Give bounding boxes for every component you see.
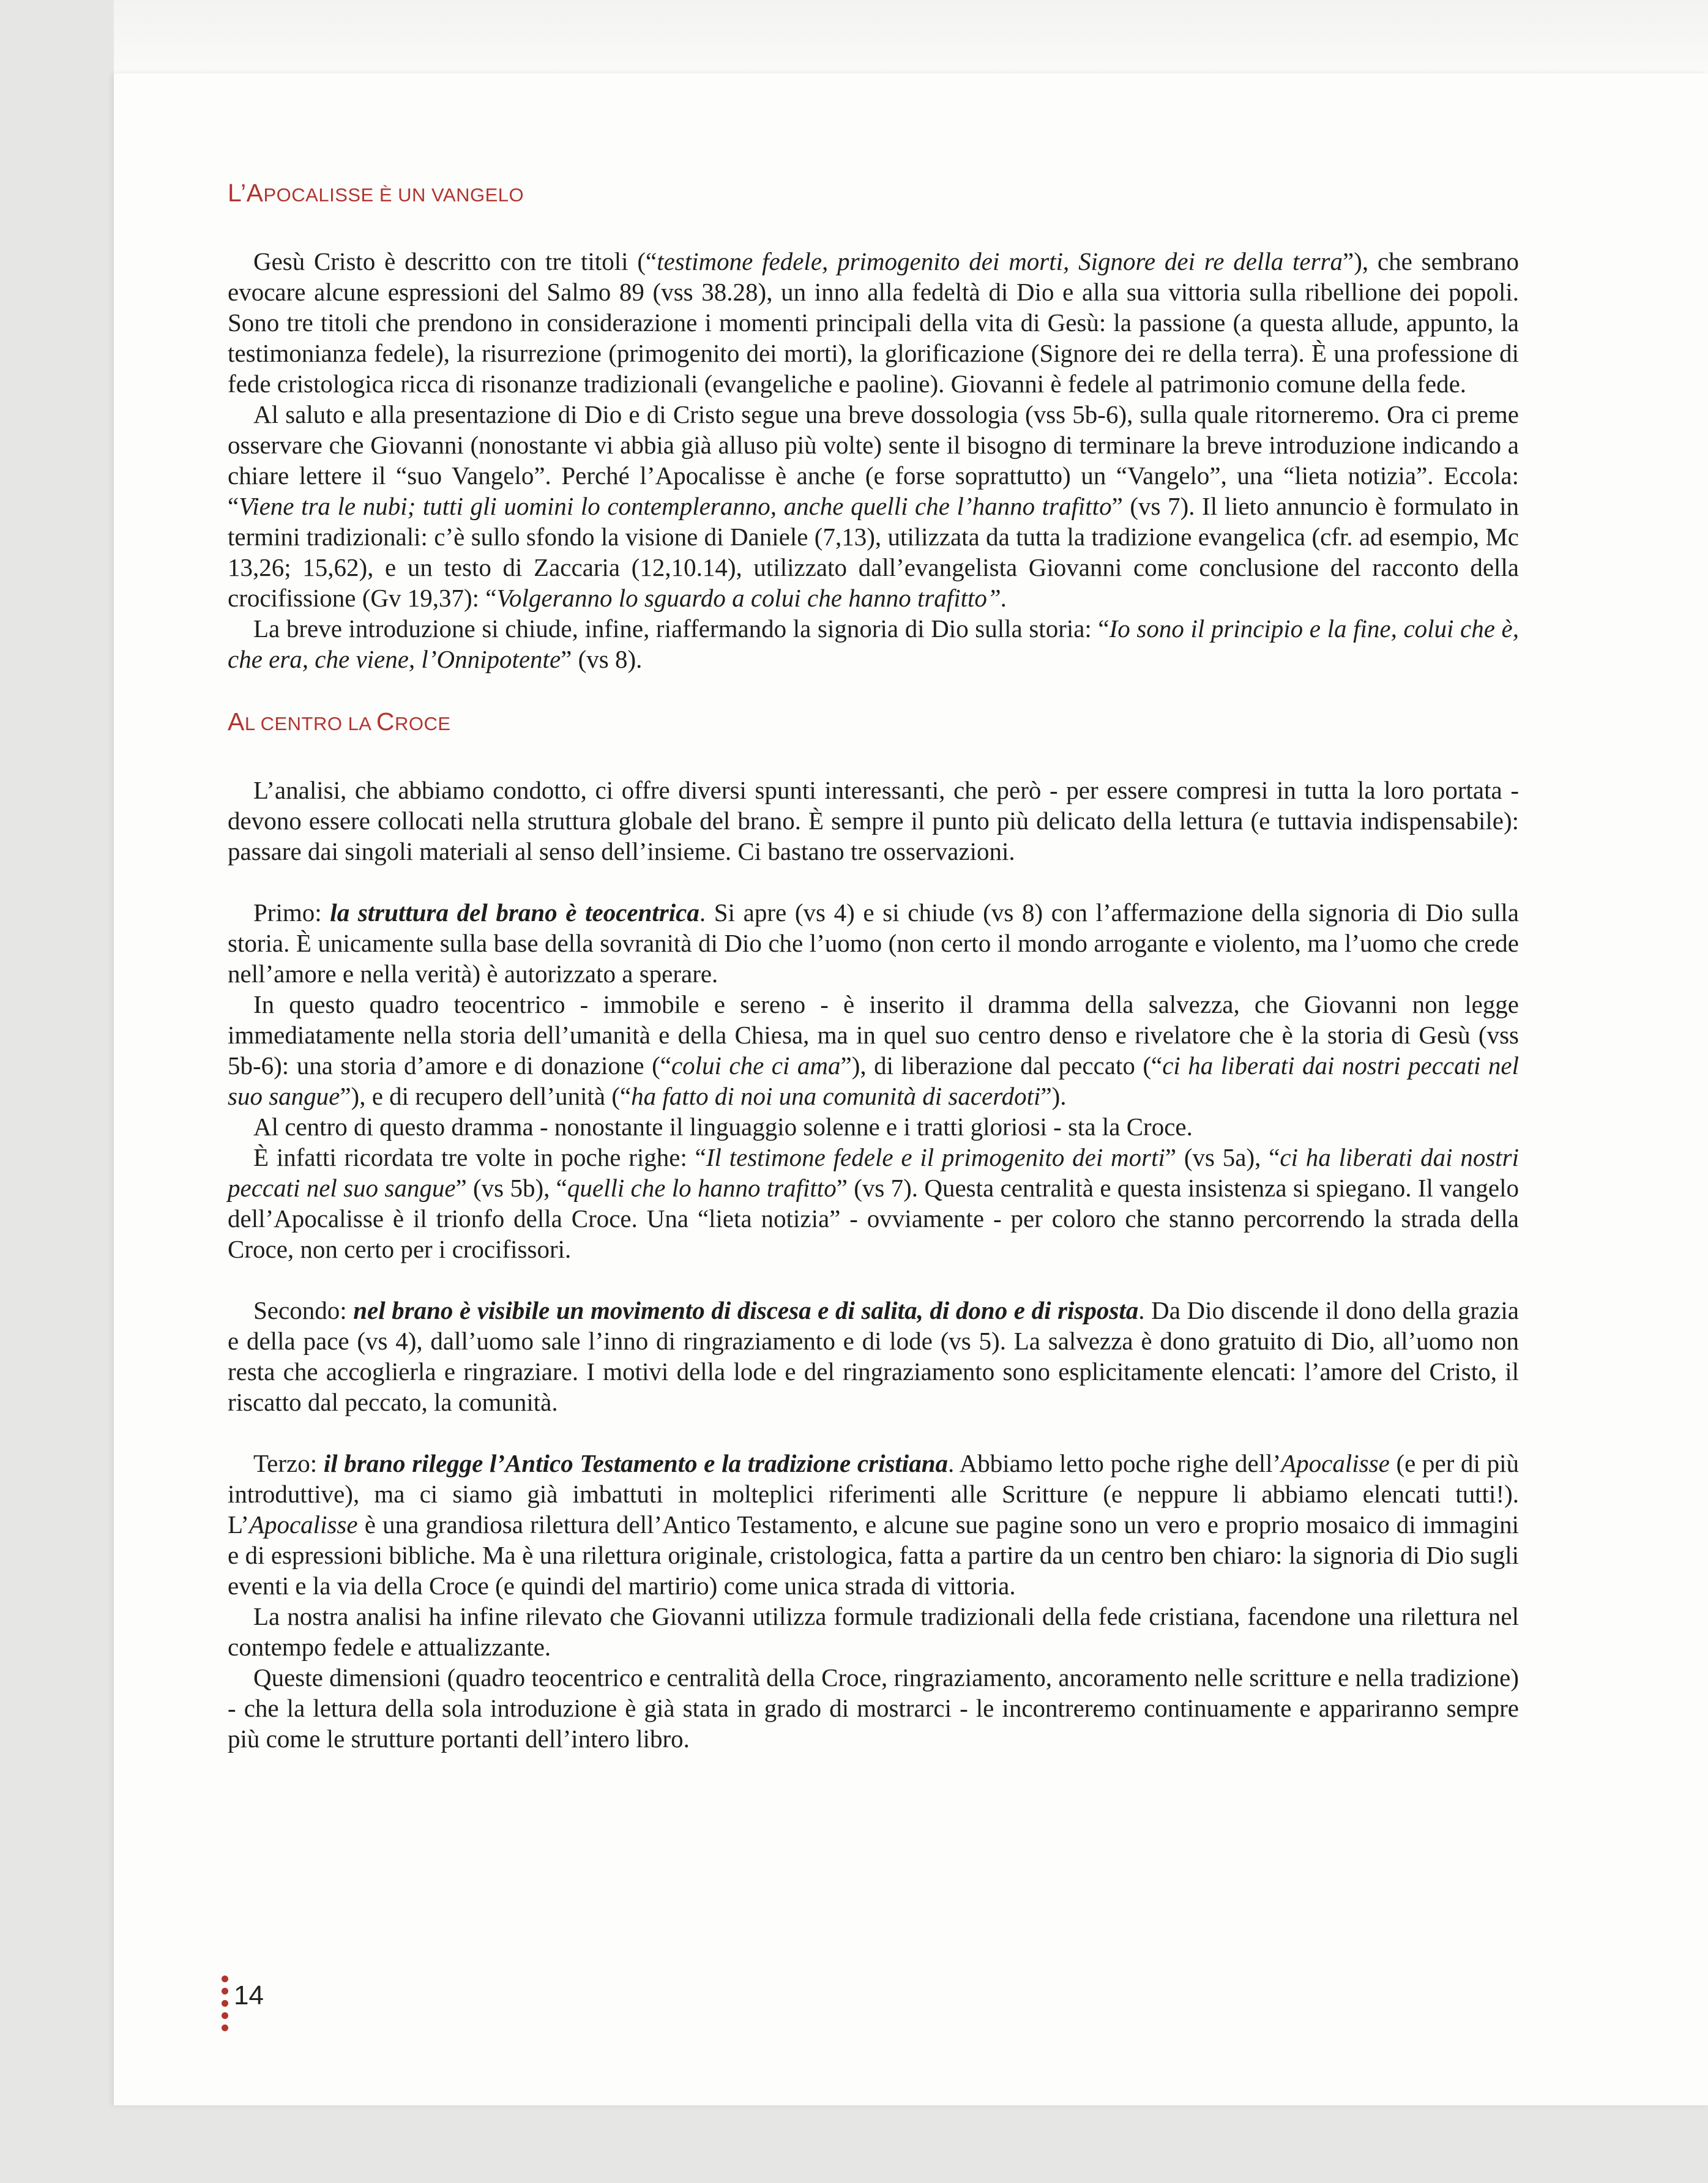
text-run: Queste dimensioni (quadro teocentrico e centralità della Croce, ringraziamento, ancoramento nelle scritture e nella tradizione) - che la lettura della sola introduzione è già stata in grado di mostrarci - le incontreremo continuamente e appariranno sempre più come le strutture portanti dell’intero libro. — [228, 1663, 1519, 1753]
text-run: Terzo: — [253, 1449, 324, 1477]
paragraph — [228, 1111, 1519, 1142]
text-run: L’analisi, che abbiamo condotto, ci offre diversi spunti interessanti, che però - per essere compresi in tutta la loro portata - devono essere collocati nella struttura globale del brano. È sempre il punto più delicato della lettura (e tuttavia indispensabile): passare dai singoli materiali al senso dell’insieme. Ci bastano tre osservazioni. — [228, 776, 1519, 865]
italic-quote: ha fatto di noi una comunità di sacerdoti — [631, 1082, 1041, 1110]
emphasis-bold-italic: il brano rilegge l’Antico Testamento e la tradizione cristiana — [323, 1449, 948, 1477]
italic-quote: Viene tra le nubi; tutti gli uomini lo contempleranno, anche quelli che l’hanno trafitto — [239, 492, 1112, 520]
text-run: Secondo: — [253, 1296, 354, 1324]
italic-quote: testimone fedele, primogenito dei morti, Signore dei re della terra — [657, 247, 1343, 275]
italic-quote: Io sono il principio e la fine, colui che è, che era, che viene, l’Onnipotente — [228, 614, 1519, 673]
bold-statement — [330, 898, 699, 927]
page-content — [228, 177, 1519, 1754]
emphasis-bold-italic: nel brano è visibile un movimento di discesa e di salita, di dono e di risposta — [353, 1296, 1139, 1324]
text-run: Al centro di questo dramma - nonostante il linguaggio solenne e i tratti gloriosi - sta la Croce. — [253, 1113, 1193, 1141]
text-run: è una grandiosa rilettura dell’Antico Testamento, e alcune sue pagine sono un vero e proprio mosaico di immagini e di espressioni bibliche. Ma è una rilettura originale, cristologica, fatta a partire da un centro ben chiaro: la signoria di Dio sugli eventi e la via della Croce (e quindi del martirio) come unica strada di vittoria. — [228, 1510, 1519, 1600]
text-run: È infatti ricordata tre volte in poche righe: “ — [253, 1143, 706, 1171]
text-run: Gesù Cristo è descritto con tre titoli (“ — [253, 247, 657, 275]
paragraph — [228, 897, 1519, 989]
page-number: 14 — [234, 1980, 264, 2010]
bold-statement — [324, 1449, 948, 1477]
text-run: . Si apre (vs 4) e si chiude (vs 8) con l’affermazione della signoria di Dio sulla storia. È unicamente sulla base della sovranità di Dio che l’uomo (non certo il mondo arrogante e violento, ma l’uomo che crede nell’amore e nella verità) è autorizzato a sperare. — [228, 898, 1519, 988]
paragraph — [228, 1601, 1519, 1662]
emphasis-bold-italic: la struttura del brano è teocentrica — [330, 898, 699, 927]
bold-statement — [353, 1296, 1138, 1324]
paragraph — [228, 775, 1519, 867]
italic-quote: Apocalisse — [248, 1510, 358, 1539]
italic-quote: ci ha liberati dai nostri peccati nel suo sangue — [228, 1051, 1519, 1110]
text-run: . Abbiamo letto poche righe dell’ — [948, 1449, 1281, 1477]
text-run: ”), che sembrano evocare alcune espressioni del Salmo 89 (vss 38.28), un inno alla fedeltà di Dio e alla sua vittoria sulla ribellione dei popoli. Sono tre titoli che prendono in considerazione i momenti principali della vita di Gesù: la passione (a questa allude, appunto, la testimonianza fedele), la risurrezione (primogenito dei morti), la glorificazione (Signore dei re della terra). È una professione di fede cristologica ricca di risonanze tradizionali (evangeliche e paoline). Giovanni è fedele al patrimonio comune della fede. — [228, 247, 1520, 398]
paragraph — [228, 1295, 1519, 1417]
text-run: ” (vs 8). — [561, 645, 643, 673]
text-run: (e per di più introduttive), ma ci siamo già imbattuti in molteplici riferimenti alle Scritture (e neppure li abbiamo elencati tutti!). L’ — [228, 1449, 1520, 1539]
italic-quote: ci ha liberati dai nostri peccati nel suo sangue — [228, 1143, 1520, 1202]
text-run: . Da Dio discende il dono della grazia e della pace (vs 4), dall’uomo sale l’inno di ringraziamento e di lode (vs 5). La salvezza è dono gratuito di Dio, all’uomo non resta che accoglierla e ringraziare. I motivi della lode e del ringraziamento sono esplicitamente elencati: l’amore del Cristo, il riscatto dal peccato, la comunità. — [228, 1296, 1519, 1416]
italic-quote: Il testimone fedele e il primogenito dei morti — [706, 1143, 1165, 1171]
text-run: Primo: — [253, 898, 330, 927]
italic-quote: Apocalisse — [1281, 1449, 1390, 1477]
marker-dot — [222, 2024, 228, 2031]
paragraph — [228, 1448, 1519, 1601]
text-run: In questo quadro teocentrico - immobile e sereno - è inserito il dramma della salvezza, che Giovanni non legge immediatamente nella storia dell’umanità e della Chiesa, ma in quel suo centro denso e rivelatore che è la storia di Gesù (vss 5b-6): una storia d’amore e di donazione (“ — [228, 990, 1519, 1080]
text-run: La breve introduzione si chiude, infine, riaffermando la signoria di Dio sulla storia: “ — [253, 614, 1109, 643]
paragraph — [228, 989, 1519, 1111]
text-run: Al saluto e alla presentazione di Dio e di Cristo segue una breve dossologia (vss 5b-6), sulla quale ritorneremo. Ora ci preme osservare che Giovanni (nonostante vi abbia già alluso più volte) sente il bisogno di terminare la breve introduzione indicando a chiare lettere il “suo Vangelo”. Perché l’Apocalisse è anche (e forse soprattutto) un “Vangelo”, una “lieta notizia”. Eccola: “ — [228, 400, 1519, 520]
paragraph — [228, 399, 1519, 613]
paragraph — [228, 613, 1519, 674]
paragraph — [228, 1662, 1519, 1754]
italic-quote: colui che ci ama — [671, 1051, 841, 1080]
text-run: ” (vs 7). Il lieto annuncio è formulato in termini tradizionali: c’è sullo sfondo la visione di Daniele (7,13), utilizzata da tutta la tradizione evangelica (cfr. ad esempio, Mc 13,26; 15,62), e un testo di Zaccaria (12,10.14), utilizzato dall’evangelista Giovanni come conclusione del racconto della crocifissione (Gv 19,37): “ — [228, 492, 1519, 612]
text-run: ” (vs 5b), “ — [455, 1174, 567, 1202]
paragraph — [228, 246, 1519, 399]
marker-dot — [222, 2012, 228, 2019]
section-heading-al-centro-la-croce: AL CENTRO LA CROCE — [228, 707, 451, 736]
section-heading-apocalisse: L’APOCALISSE È UN VANGELO — [228, 179, 524, 207]
paragraph — [228, 1142, 1519, 1264]
italic-quote: Volgeranno lo sguardo a colui che hanno trafitto”. — [496, 584, 1007, 612]
text-run: La nostra analisi ha infine rilevato che Giovanni utilizza formule tradizionali della fede cristiana, facendone una rilettura nel contempo fedele e attualizzante. — [228, 1602, 1519, 1661]
text-run: ”). — [1040, 1082, 1067, 1110]
italic-quote: quelli che lo hanno trafitto — [567, 1174, 837, 1202]
text-run: ”), e di recupero dell’unità (“ — [340, 1082, 632, 1110]
text-run: ” (vs 5a), “ — [1165, 1143, 1280, 1171]
scan-top-edge — [114, 0, 1708, 73]
text-run: ”), di liberazione dal peccato (“ — [840, 1051, 1163, 1080]
text-run: ” (vs 7). Questa centralità e questa insistenza si spiegano. Il vangelo dell’Apocalisse è il trionfo della Croce. Una “lieta notizia” - ovviamente - per coloro che stanno percorrendo la strada della Croce, non certo per i crocifissori. — [228, 1174, 1519, 1263]
